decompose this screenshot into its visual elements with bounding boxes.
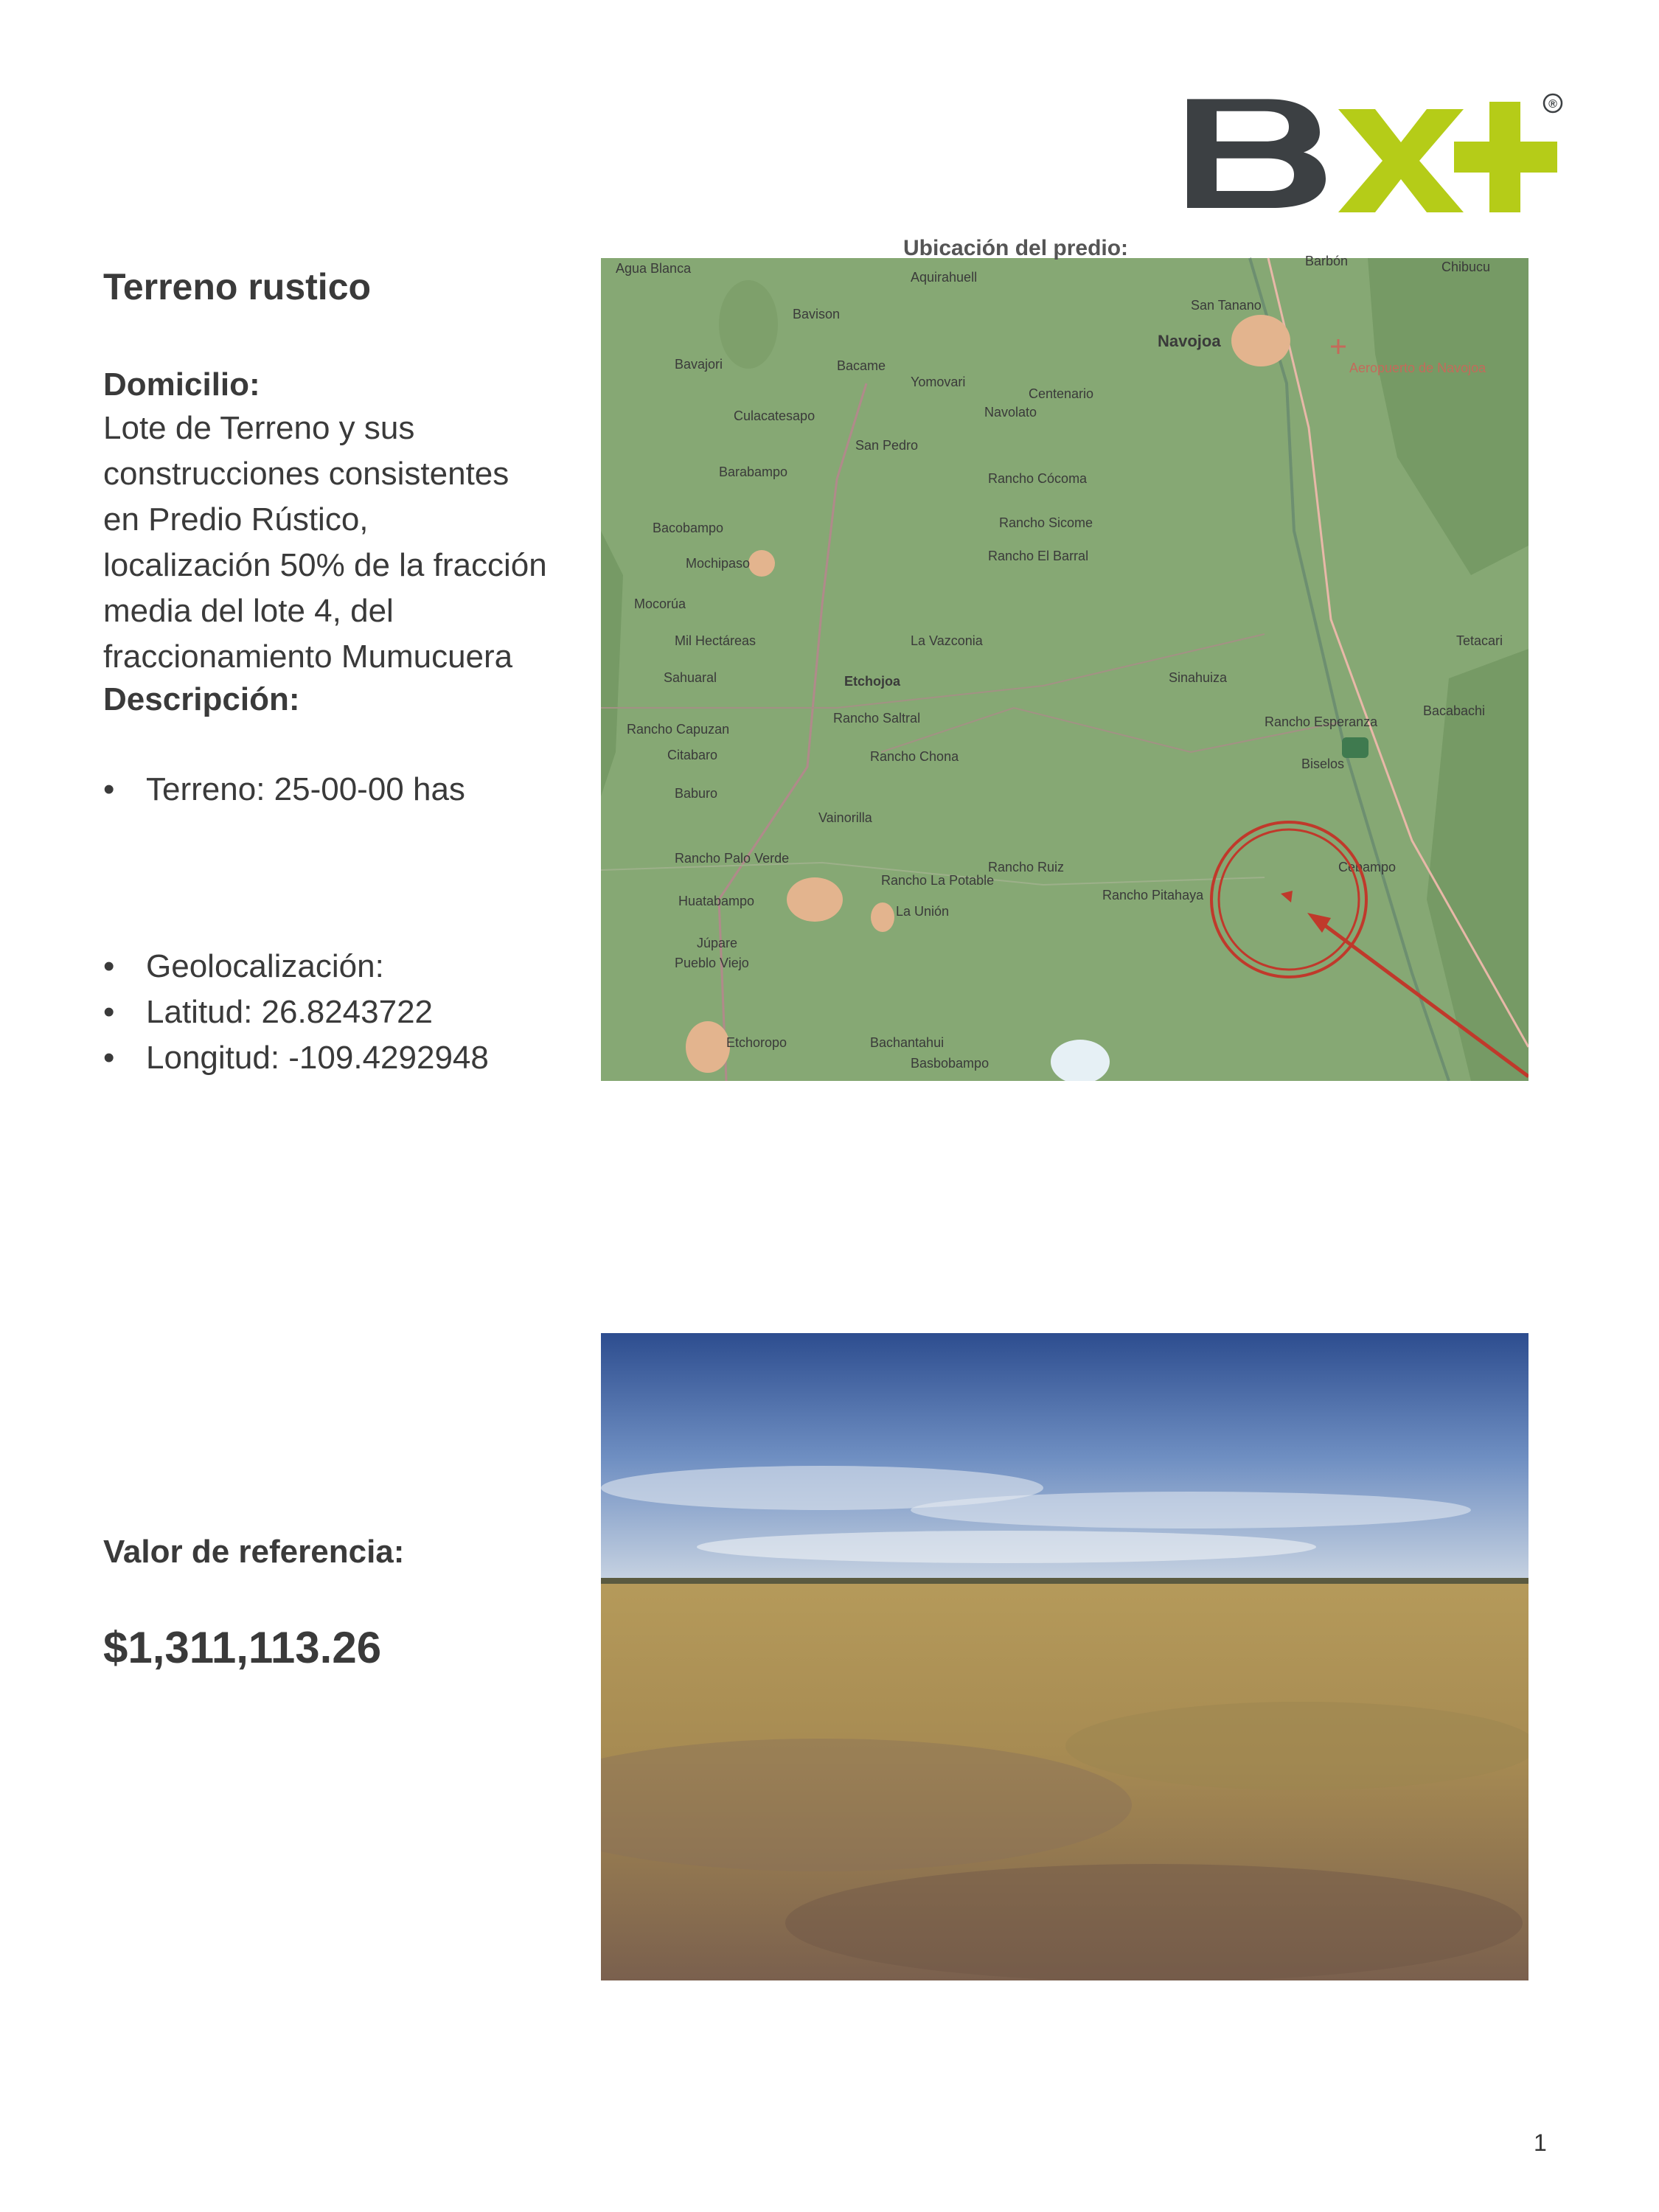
map-place-label: Aeropuerto de Navojoa [1349, 361, 1486, 375]
longitude-item: • Longitud: -109.4292948 [103, 1035, 489, 1081]
descripcion-label: Descripción: [103, 681, 300, 717]
map-place-label: Culacatesapo [734, 408, 815, 423]
map-place-label: Júpare [697, 936, 738, 950]
map-place-label: Baburo [675, 786, 718, 801]
map-place-label: Navojoa [1158, 332, 1221, 350]
highway-shield-icon [1342, 737, 1368, 758]
geolocation-heading: • Geolocalización: [103, 944, 489, 990]
bx-plus-logo [1180, 87, 1563, 220]
town-huatabampo [787, 877, 843, 922]
map-place-label: Rancho Capuzan [627, 722, 730, 737]
descripcion-item-terreno: • Terreno: 25-00-00 has [103, 767, 465, 813]
valor-label: Valor de referencia: [103, 1534, 405, 1570]
map-place-label: Bavajori [675, 357, 723, 372]
geolocation-list [103, 944, 489, 1081]
map-place-label: Barabampo [719, 465, 788, 479]
map-place-label: Bachantahui [870, 1035, 945, 1050]
map-place-label: Huatabampo [678, 894, 755, 908]
map-place-label: Mocorúa [634, 597, 686, 611]
map-place-label: Rancho El Barral [988, 549, 1089, 563]
map-place-label: Basbobampo [911, 1056, 990, 1071]
registered-mark [1544, 94, 1562, 112]
map-place-label: Rancho Saltral [833, 711, 921, 726]
logo-plus [1454, 102, 1557, 212]
map-place-label: Mil Hectáreas [675, 633, 757, 648]
map-place-label: Chibucu [1441, 260, 1491, 274]
map-place-label: San Pedro [855, 438, 919, 453]
map-place-label: Agua Blanca [616, 261, 692, 276]
map-place-label: Tetacari [1456, 633, 1503, 648]
map-place-label: Rancho Sicome [999, 515, 1093, 530]
map-place-label: Biselos [1301, 757, 1345, 771]
map-place-label: Barbón [1305, 254, 1349, 268]
location-map [601, 236, 1528, 1081]
logo-letter-x [1338, 109, 1464, 212]
map-place-label: Vainorilla [818, 810, 872, 825]
map-place-label: Centenario [1029, 386, 1094, 401]
address-line: localización 50% de la fracción [103, 547, 547, 583]
map-place-label: Sinahuiza [1169, 670, 1228, 685]
map-place-label: Cebampo [1338, 860, 1397, 874]
town-navojoa [1231, 315, 1290, 366]
domicilio-label: Domicilio: [103, 366, 260, 403]
map-place-label: La Unión [896, 904, 950, 919]
map-place-label: Etchojoa [844, 674, 901, 689]
map-place-label: Pueblo Viejo [675, 956, 749, 970]
map-place-label: Bacobampo [653, 521, 724, 535]
address-line: en Predio Rústico, [103, 501, 369, 538]
map-place-label: Rancho Cócoma [988, 471, 1088, 486]
map-place-label: Bavison [793, 307, 841, 321]
address-line: Lote de Terreno y sus [103, 410, 415, 446]
latitude-item: • Latitud: 26.8243722 [103, 990, 489, 1035]
map-place-label: Citabaro [667, 748, 718, 762]
descripcion-list [103, 767, 465, 813]
map-place-label: La Vazconia [911, 633, 983, 648]
map-heading: Ubicación del predio: [903, 236, 1129, 260]
domicilio-address [103, 406, 590, 680]
map-place-label: Bacame [837, 358, 886, 373]
map-place-label: Mochipaso [686, 556, 751, 571]
map-place-label: Rancho Ruiz [988, 860, 1065, 874]
property-photo [601, 1333, 1528, 1980]
map-place-label: Rancho Pitahaya [1102, 888, 1204, 902]
map-place-label: Etchoropo [726, 1035, 787, 1050]
map-place-label: Yomovari [911, 375, 966, 389]
address-line: fraccionamiento Mumucuera [103, 639, 513, 675]
map-place-label: San Tanano [1191, 298, 1262, 313]
map-place-label: Rancho Esperanza [1265, 714, 1378, 729]
property-title: Terreno rustico [103, 266, 372, 307]
map-place-label: Aquirahuell [911, 270, 978, 285]
map-place-label: Rancho La Potable [881, 873, 995, 888]
map-place-label: Sahuaral [664, 670, 717, 685]
map-place-label: Bacabachi [1423, 703, 1486, 718]
map-place-label: Rancho Chona [870, 749, 959, 764]
page-number: 1 [1534, 2129, 1547, 2156]
map-place-label: Navolato [984, 405, 1037, 420]
address-line: construcciones consistentes [103, 456, 509, 492]
svg-text:®: ® [1548, 98, 1557, 111]
address-line: media del lote 4, del [103, 593, 394, 629]
map-place-label: Rancho Palo Verde [675, 851, 790, 866]
valor-amount: $1,311,113.26 [103, 1623, 382, 1672]
